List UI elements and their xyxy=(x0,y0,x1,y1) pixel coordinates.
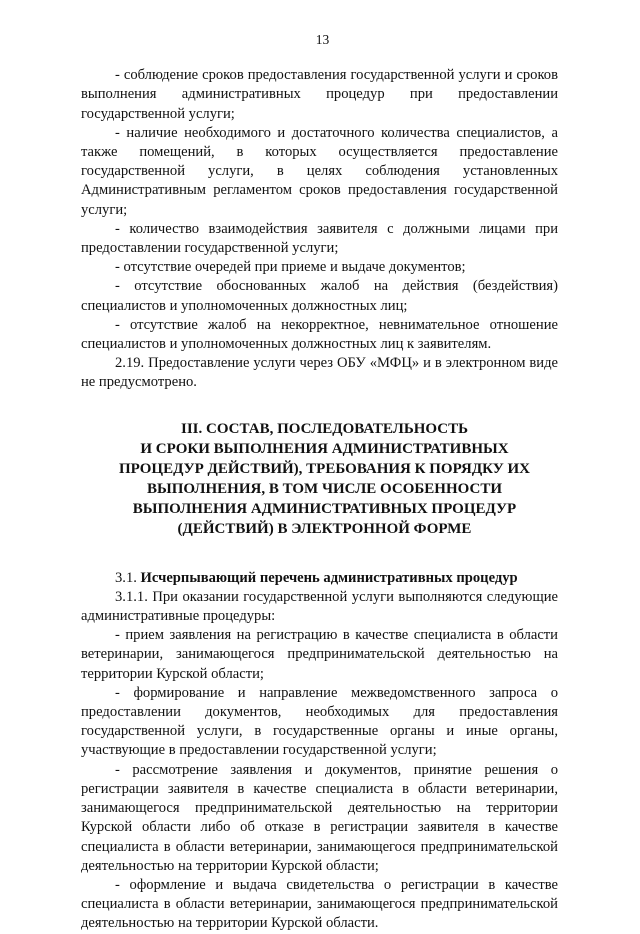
paragraph-certificate-issuance: - оформление и выдача свидетельства о регистрации в качестве специалиста в области ветеринарии, занимающегося предпринимательской деятельностью на территории Курской области. xyxy=(81,876,558,932)
paragraph-3-1-1: 3.1.1. При оказании государственной услуги выполняются следующие административные процедуры: xyxy=(81,588,558,625)
section-heading-line: ВЫПОЛНЕНИЯ, В ТОМ ЧИСЛЕ ОСОБЕННОСТИ xyxy=(146,480,502,497)
subsection-title: Исчерпывающий перечень административных процедур xyxy=(140,569,518,586)
paragraph-no-complaints-attitude: - отсутствие жалоб на некорректное, невнимательное отношение специалистов и уполномоченных должностных лиц к заявителям. xyxy=(81,316,558,353)
section-heading-line: И СРОКИ ВЫПОЛНЕНИЯ АДМИНИСТРАТИВНЫХ xyxy=(140,440,509,457)
paragraph-application-intake: - прием заявления на регистрацию в качестве специалиста в области ветеринарии, занимающегося предпринимательской деятельностью на территории Курской области; xyxy=(81,627,558,682)
section-heading xyxy=(81,419,558,539)
paragraph-interaction-count: - количество взаимодействия заявителя с должными лицами при предоставлении государственной услуги; xyxy=(81,220,558,257)
section-heading-line: ПРОЦЕДУР ДЕЙСТВИЙ), ТРЕБОВАНИЯ К ПОРЯДКУ ИХ xyxy=(119,460,530,477)
section-heading-line: (ДЕЙСТВИЙ) В ЭЛЕКТРОННОЙ ФОРМЕ xyxy=(177,520,472,537)
section-heading-line: ВЫПОЛНЕНИЯ АДМИНИСТРАТИВНЫХ ПРОЦЕДУР xyxy=(132,500,517,517)
paragraph-review-decision: - рассмотрение заявления и документов, принятие решения о регистрации заявителя в качестве специалиста в области ветеринарии, занимающегося предпринимательской деятельностью на территории Курской области либо об отказе в регистрации заявителя в качестве специалиста в области ветеринарии, занимающегося предпринимательской деятельностью на территории Курской области; xyxy=(81,761,558,874)
page-number: 13 xyxy=(315,32,330,47)
document-page xyxy=(81,30,558,934)
subsection-heading xyxy=(81,569,558,588)
paragraph-interagency-request: - формирование и направление межведомственного запроса о предоставлении документов, необходимых для предоставления государственной услуги, в государственные органы и иные органы, участвующие в предоставлении государственной услуги; xyxy=(81,684,558,759)
paragraph-specialists-premises: - наличие необходимого и достаточного количества специалистов, а также помещений, в которых осуществляется предоставление государственной услуги, в целях соблюдения установленных Административным регламентом сроков предоставления государственной услуги; xyxy=(81,124,558,218)
paragraph-service-deadlines: - соблюдение сроков предоставления государственной услуги и сроков выполнения административных процедур при предоставлении государственной услуги; xyxy=(81,67,558,122)
paragraph-no-justified-complaints: - отсутствие обоснованных жалоб на действия (бездействия) специалистов и уполномоченных должностных лиц; xyxy=(81,278,558,314)
paragraph-2-19: 2.19. Предоставление услуги через ОБУ «МФЦ» и в электронном виде не предусмотрено. xyxy=(81,355,558,391)
paragraph-no-queues: - отсутствие очередей при приеме и выдаче документов; xyxy=(115,259,466,276)
subsection-number: 3.1. xyxy=(115,569,141,586)
section-heading-line: III. СОСТАВ, ПОСЛЕДОВАТЕЛЬНОСТЬ xyxy=(180,420,469,437)
